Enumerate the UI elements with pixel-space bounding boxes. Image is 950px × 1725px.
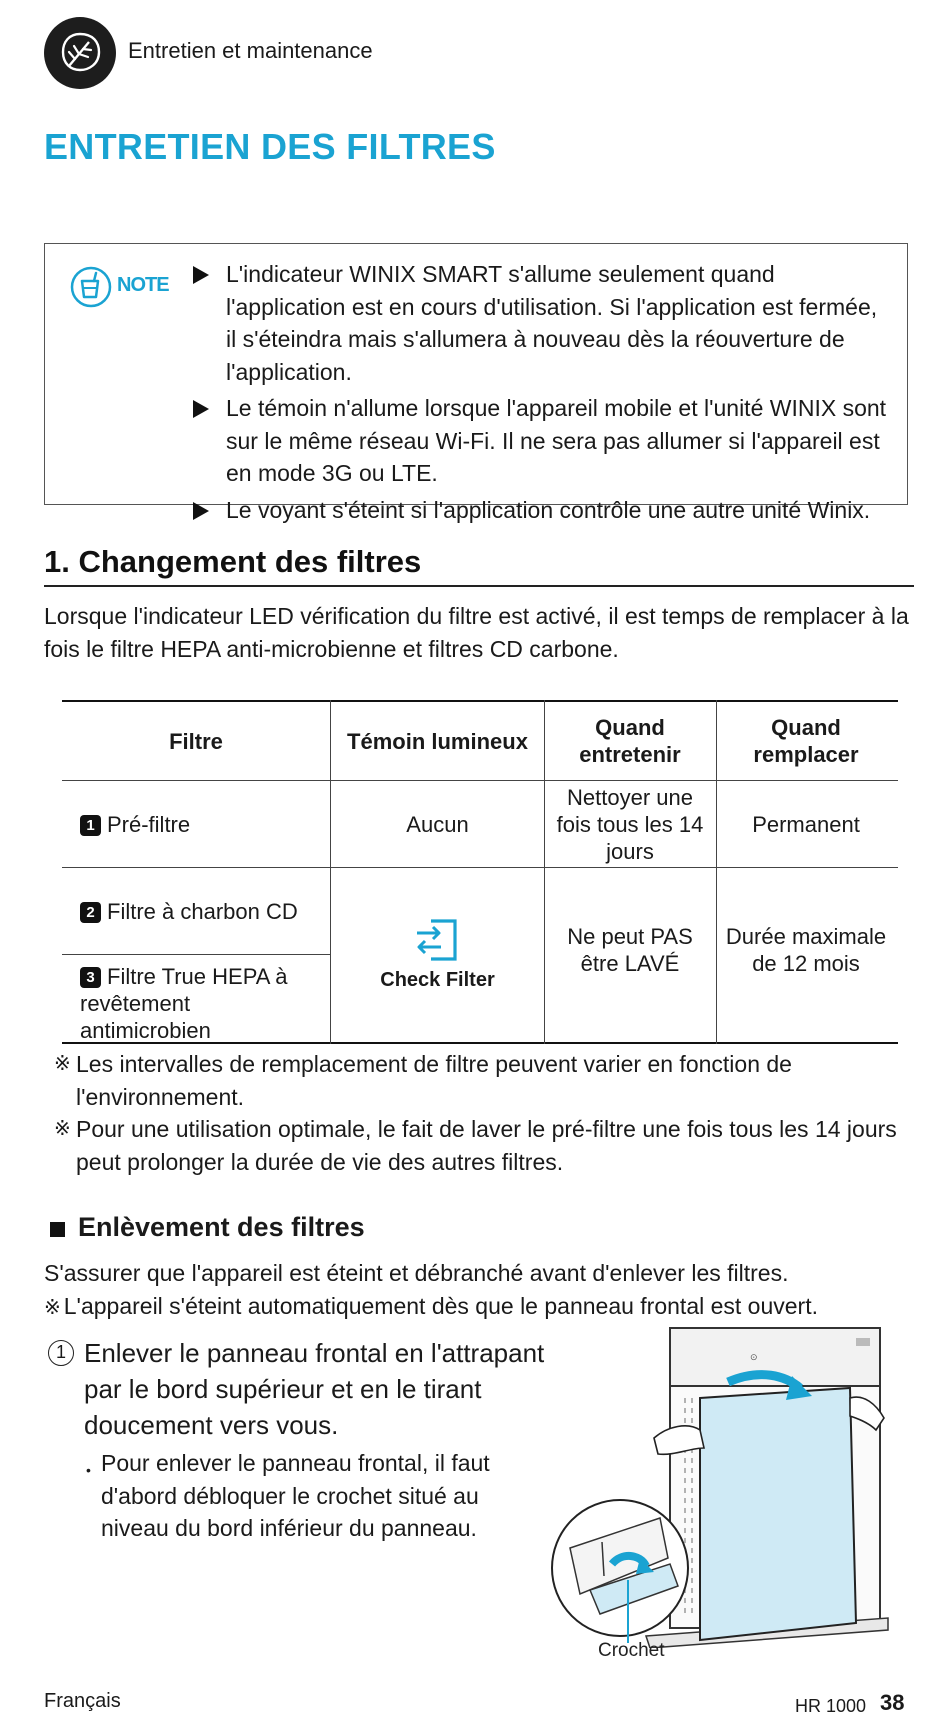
check-filter-icon [411,917,463,963]
step-text: Enlever le panneau frontal en l'attrapant par le bord supérieur et en le tirant doucement vers vous. [84,1338,545,1440]
page-number: 38 [880,1690,905,1715]
indicator-value: Aucun [406,811,469,837]
table-header-clean: Quand entretenir [579,715,681,767]
note-item: Le témoin n'allume lorsque l'appareil mobile et l'unité WINIX sont sur le même réseau Wi-Fi. Il ne sera pas allumer si l'appareil est en mode 3G ou LTE. [193,392,893,490]
clean-value: Nettoyer une fois tous les 14 jours [556,784,704,864]
footer-model: HR 1000 [795,1696,867,1716]
table-header-replace: Quand remplacer [753,715,859,767]
note-cup-icon [69,264,113,310]
filter-name: Filtre True HEPA à revêtement antimicrobien [80,964,288,1043]
table-notes [54,1048,914,1178]
replace-value: Permanent [752,811,860,837]
bullet-dot-icon: • [86,1462,91,1478]
footer-language: Français [44,1690,121,1712]
removal-title: Enlèvement des filtres [78,1212,365,1242]
note-list [193,258,893,530]
note-box [44,243,908,523]
note-label: NOTE [117,274,169,296]
section-title: 1. Changement des filtres [44,544,422,579]
check-filter-label: Check Filter [380,968,495,991]
table-col-rule [544,700,545,1044]
clean-value: Ne peut PAS être LAVÉ [567,924,693,976]
table-note: ※ Les intervalles de remplacement de filtre peuvent varier en fonction de l'environnement. [54,1048,914,1113]
section-rule [44,585,914,587]
hook-callout-label: Crochet [598,1640,665,1661]
filter-name: Filtre à charbon CD [107,898,298,924]
filter-number-badge: 2 [80,902,101,923]
header-leaf-badge [44,17,116,89]
reference-mark: ※ [44,1297,61,1319]
filter-table [62,700,898,1044]
purifier-button [856,1338,870,1346]
filter-name: Pré-filtre [107,811,191,837]
reference-mark: ※ [54,1053,71,1075]
triangle-bullet-icon [193,266,209,284]
filter-number-badge: 3 [80,967,101,988]
note-item: L'indicateur WINIX SMART s'allume seulement quand l'application est en cours d'utilisation. Si l'application est fermée, il s'éteindra mais s'allumera à nouveau dès la réouverture de l'application. [193,258,893,388]
front-panel [700,1388,856,1640]
check-filter-cell [331,868,544,1042]
replace-value: Durée maximale de 12 mois [725,924,887,976]
purifier-logo: ⊙ [750,1352,758,1362]
step-bullet-text: Pour enlever le panneau frontal, il faut d'abord débloquer le crochet situé au niveau du bord inférieur du panneau. [101,1450,490,1541]
note-logo [69,264,179,320]
table-col-rule [716,700,717,1044]
table-header-filter: Filtre [169,728,223,754]
note-item: Le voyant s'éteint si l'application contrôle une autre unité Winix. [193,494,893,527]
table-row [80,955,320,1042]
air-purifier-illustration [550,1318,915,1648]
square-bullet-icon [50,1222,65,1237]
table-row [80,781,330,867]
header-section-title: Entretien et maintenance [128,38,373,63]
triangle-bullet-icon [193,502,209,520]
reference-mark: ※ [54,1118,71,1140]
step-number: 1 [48,1340,74,1366]
section-intro: Lorsque l'indicateur LED vérification du filtre est activé, il est temps de remplacer à la fois le filtre HEPA anti-microbienne et filtres CD carbone. [44,603,909,662]
triangle-bullet-icon [193,400,209,418]
table-note: ※ Pour une utilisation optimale, le fait de laver le pré-filtre une fois tous les 14 jours peut prolonger la durée de vie des autres filtres. [54,1113,914,1178]
removal-note: ※ L'appareil s'éteint automatiquement dès que le panneau frontal est ouvert. [44,1293,818,1319]
page-title: ENTRETIEN DES FILTRES [44,126,496,167]
leaf-icon [57,30,103,76]
table-row [80,868,330,954]
table-header-indicator: Témoin lumineux [347,728,528,754]
filter-number-badge: 1 [80,815,101,836]
removal-text: S'assurer que l'appareil est éteint et débranché avant d'enlever les filtres. [44,1260,789,1286]
